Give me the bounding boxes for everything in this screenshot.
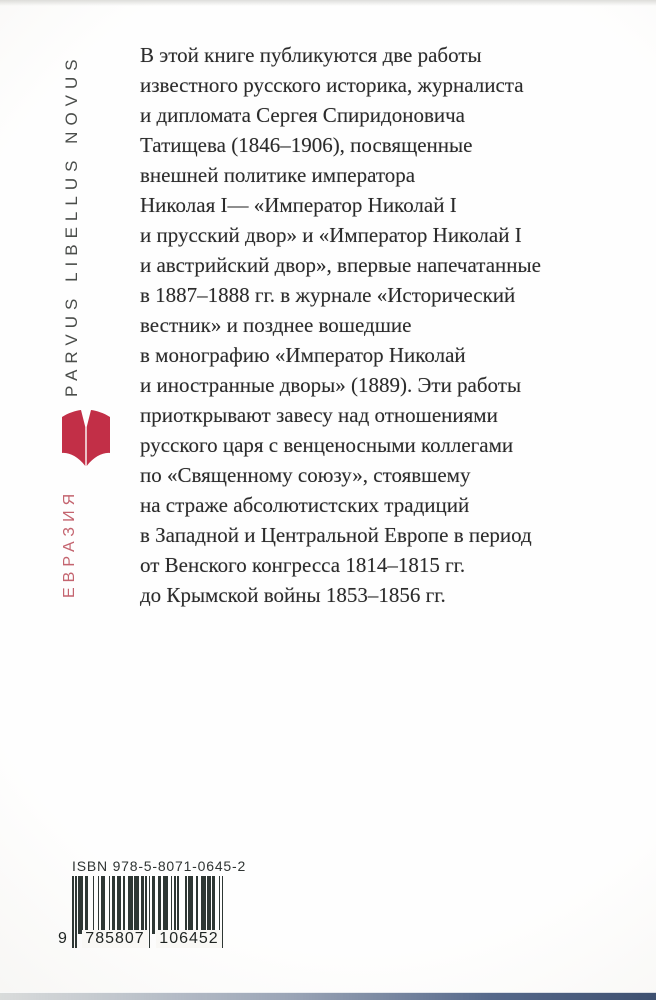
text-line: в Западной и Центральной Европе в период (140, 523, 532, 547)
text-line: внешней политике императора (140, 163, 416, 187)
text-line: в 1887–1888 гг. в журнале «Исторический (140, 283, 516, 307)
cover-top-edge-shadow (0, 0, 656, 6)
isbn-label: ISBN 978-5-8071-0645-2 (72, 858, 247, 874)
text-line: Николая I— «Император Николай I (140, 193, 457, 217)
text-line: известного русского историка, журналиста (140, 73, 524, 97)
publisher-name-vertical: ЕВРАЗИЯ (61, 488, 78, 598)
text-line: по «Священному союзу», стоявшему (140, 463, 471, 487)
text-line: приоткрывают завесу над отношениями (140, 403, 498, 427)
barcode-digits (58, 930, 244, 950)
barcode-digit-group-1: 785807 (82, 930, 148, 948)
barcode-bars (58, 876, 244, 950)
cover-bottom-edge-shadow (0, 992, 656, 1000)
text-line: вестник» и позднее вошедшие (140, 313, 412, 337)
text-line: и иностранные дворы» (1889). Эти работы (140, 373, 522, 397)
publisher-logo (60, 409, 112, 467)
barcode-digit-group-2: 106452 (156, 930, 222, 948)
text-line: в монографию «Император Николай (140, 343, 466, 367)
text-line: и австрийский двор», впервые напечатанные (140, 253, 541, 277)
text-line: на страже абсолютистских традиций (140, 493, 470, 517)
text-line: русского царя с венценосными коллегами (140, 433, 514, 457)
text-line: от Венского конгресса 1814–1815 гг. (140, 553, 466, 577)
barcode-digit-leading: 9 (58, 930, 67, 947)
annotation-text (140, 40, 570, 610)
series-title-vertical: PARVUS LIBELLUS NOVUS (62, 53, 81, 397)
text-line: и прусский двор» и «Император Николай I (140, 223, 522, 247)
text-line: до Крымской войны 1853–1856 гг. (140, 583, 446, 607)
text-line: В этой книге публикуются две работы (140, 43, 482, 67)
open-book-icon (60, 409, 112, 467)
text-line: и дипломата Сергея Спиридоновича (140, 103, 465, 127)
text-line: Татищева (1846–1906), посвященные (140, 133, 473, 157)
isbn-barcode-block (58, 858, 247, 950)
